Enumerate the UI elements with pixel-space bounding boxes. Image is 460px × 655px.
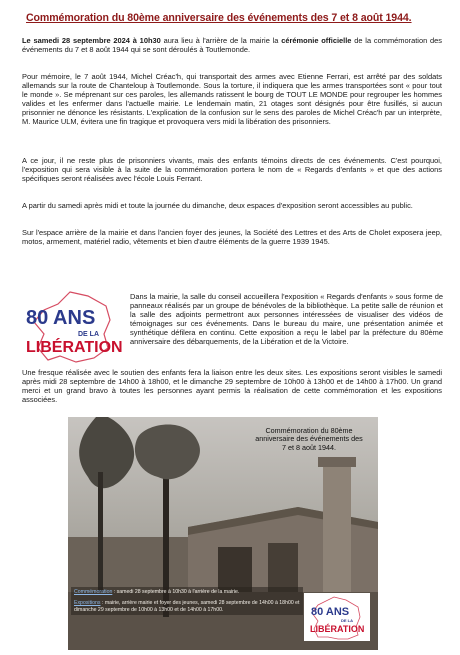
poster-image [68,417,378,650]
poster-exhibitions-text: : mairie, arrière mairie et foyer des jeunes, samedi 28 septembre de 14h00 à 18h00 et dimanche 29 septembre de 10h00 à 13h00 et de 14h00 à 17h00. [74,600,300,613]
exhibition-paragraph: Dans la mairie, la salle du conseil accueillera l'exposition « Regards d'enfants » sous forme de panneaux réalisés par un groupe de bénévoles de la bibliothèque. La petite salle de réunion et la salle des adjoints permettront aux personnes intéressées de visualiser des vidéos de témoignages sur ces événements. Dans le bureau du maire, une présentation animée et synthétique défilera en continu. Cette exposition a reçu le label par la préfecture du 80ème anniversaire des débarquements, de la Libération et de la Victoire. [130,292,443,347]
intro-text-end: de la commémoration des événements du 7 et 8 août 1944 qui se sont déroulés à Toutlemonde. [22,36,443,55]
poster-commemoration-text: : samedi 28 septembre à 10h30 à l'arrière de la mairie. [112,589,240,595]
logo-line2: DE LA [78,331,99,338]
poster-logo-line1: 80 ANS [311,606,350,618]
poster-info-box [71,587,303,615]
intro-date: Le samedi 28 septembre 2024 à 10h30 [22,36,161,45]
children-paragraph: A ce jour, il ne reste plus de prisonniers vivants, mais des enfants témoins directs de ces événements. C'est pourquoi, l'exposition qui sera visible à la suite de la commémoration portera le nom de « Regards d'enfants » et que des actions spécifiques seront réalisées avec l'école Louis Ferrant. [22,156,442,184]
liberation-logo [18,286,128,366]
poster-exhibitions-label: Expositions [74,600,101,607]
intro-paragraph [22,36,442,54]
logo-line3: LIBÉRATION [26,339,123,356]
intro-ceremony: cérémonie officielle [281,36,352,45]
poster-commemoration-label: Commémoration [74,589,113,595]
poster-exhibitions-line [74,600,300,613]
history-paragraph: Pour mémoire, le 7 août 1944, Michel Créac'h, qui transportait des armes avec Etienne Ferrari, est arrêté par des soldats allemands sur la route de Chanteloup à Toutlemonde. Sous la torture, il indiquera que les armes transportées sont « pour tout le monde ». Se méprenant sur ces paroles, les allemands ratissent le bourg de TOUT LE MONDE pour regrouper les hommes valides et les enfermer dans l'actuelle mairie. Le lendemain matin, 21 otages sont désignés pour être fusillés, si aucun prisonnier ne dénonce les résistants. L'explication de la confusion sur le sens des paroles de Michel Créac'h par un interprète, M. Maurice ULM, évitera une fin tragique et provoquera vers midi la libération des prisonniers. [22,72,442,127]
poster-caption: Commémoration du 80ème anniversaire des événements des 7 et 8 août 1944. [255,426,363,452]
document-title: Commémoration du 80ème anniversaire des événements des 7 et 8 août 1944. [26,12,412,24]
weekend-paragraph: A partir du samedi après midi et toute la journée du dimanche, deux espaces d'exposition seront accessibles au public. [22,201,413,210]
poster-liberation-logo [304,593,370,641]
fresco-paragraph: Une fresque réalisée avec le soutien des enfants fera la liaison entre les deux sites. Les expositions seront visibles le samedi après midi 28 septembre de 14h00 à 18h00, et le dimanche 29 septembre de 10h00 à 13h00 et de 14h00 à 17h00. Un grand merci et un grand bravo à toutes les personnes ayant permis la réalisation de cette commémoration et les expositions associées. [22,368,442,405]
poster-logo-line2: DE LA [341,618,353,623]
society-paragraph: Sur l'espace arrière de la mairie et dans l'ancien foyer des jeunes, la Société des Lettres et des Arts de Cholet exposera jeep, motos, armement, matériel radio, vêtements et bien d'autre éléments de la guerre 1939 1945. [22,228,442,247]
intro-text-mid: aura lieu à l'arrière de la mairie la [160,36,282,45]
poster-logo-line3: LIBÉRATION [310,624,365,634]
poster-commemoration-line [74,589,300,595]
logo-line1: 80 ANS [26,307,96,329]
